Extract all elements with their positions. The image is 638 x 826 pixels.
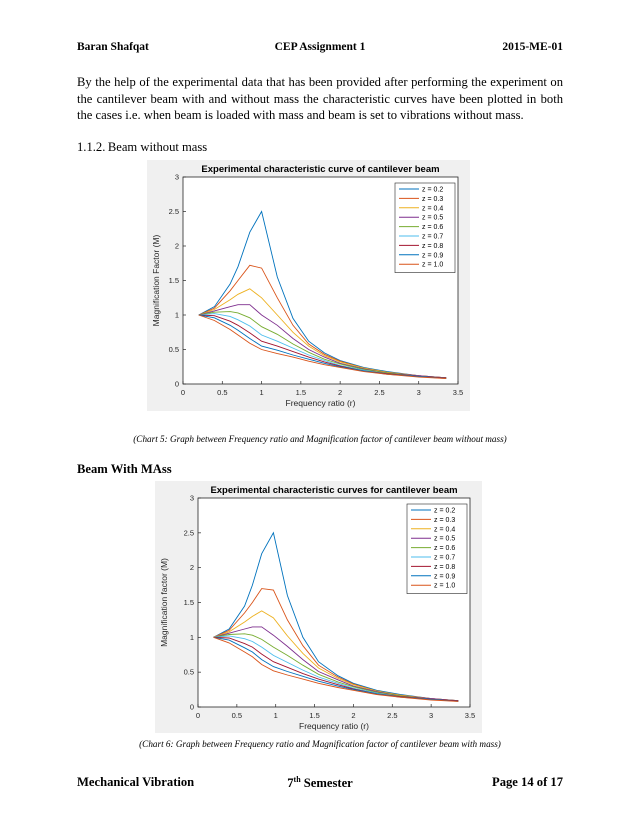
section-heading-without-mass: 1.1.2. Beam without mass (77, 140, 208, 154)
section-heading-with-mass: Beam With MAss (77, 462, 172, 476)
caption-chart-5: (Chart 5: Graph between Frequency ratio and Magnification factor of cantilever beam without mass) (133, 434, 507, 444)
y-tick-label: 2 (189, 563, 194, 573)
x-tick-label: 1.5 (295, 388, 307, 397)
footer-semester-word: Semester (300, 776, 353, 791)
chart-title: Experimental characteristic curves for cantilever beam (210, 485, 458, 496)
legend-label: z = 0.5 (434, 535, 456, 543)
y-tick-label: 1.5 (168, 276, 179, 285)
header-id: 2015-ME-01 (502, 41, 563, 53)
legend-label: z = 0.4 (434, 526, 456, 534)
legend-label: z = 0.3 (434, 516, 456, 524)
chart-svg (155, 481, 482, 733)
x-tick-label: 2 (351, 711, 356, 720)
y-axis-label: Magnification Factor (M) (151, 234, 161, 327)
legend-label: z = 1.0 (422, 261, 444, 269)
x-tick-label: 0 (195, 711, 201, 720)
y-tick-label: 2 (174, 241, 179, 251)
legend-label: z = 0.7 (434, 554, 456, 562)
x-tick-label: 3 (416, 388, 421, 397)
chart-without-mass (147, 160, 470, 411)
x-axis-label: Frequency ratio (r) (299, 721, 369, 731)
legend-label: z = 0.5 (422, 214, 444, 222)
y-tick-label: 0.5 (168, 345, 179, 354)
legend-label: z = 0.8 (434, 563, 456, 571)
x-tick-label: 3.5 (464, 711, 476, 720)
y-tick-label: 0 (174, 379, 179, 389)
intro-paragraph: By the help of the experimental data that has been provided after performing the experiment on the cantilever beam with and without mass the characteristic curves have been plotted in both the cases i.e. when beam is loaded with mass and beam is set to vibrations without mass. (77, 75, 563, 123)
legend-label: z = 0.6 (422, 224, 444, 232)
chart-title: Experimental characteristic curve of cantilever beam (201, 164, 440, 175)
legend-label: z = 0.8 (422, 242, 444, 250)
x-tick-label: 1 (273, 711, 278, 720)
y-tick-label: 3 (189, 493, 194, 503)
y-tick-label: 0 (189, 702, 194, 712)
y-tick-label: 2.5 (183, 528, 194, 538)
y-axis-label: Magnification factor (M) (159, 558, 169, 647)
footer-semester (77, 775, 563, 791)
y-tick-label: 1 (174, 310, 179, 320)
legend-label: z = 0.4 (422, 205, 444, 213)
x-tick-label: 1 (259, 388, 264, 397)
x-tick-label: 0.5 (217, 388, 228, 397)
caption-chart-6: (Chart 6: Graph between Frequency ratio and Magnification factor of cantilever beam with mass) (139, 739, 501, 749)
footer-semester-suffix: th (293, 775, 301, 784)
legend-label: z = 0.6 (434, 545, 456, 553)
page-header (77, 41, 563, 57)
footer-course: Mechanical Vibration (77, 775, 195, 789)
y-tick-label: 0.5 (183, 667, 194, 677)
legend-label: z = 0.2 (434, 507, 456, 515)
header-title: CEP Assignment 1 (274, 41, 366, 53)
legend-label: z = 0.3 (422, 195, 444, 203)
y-tick-label: 3 (174, 172, 179, 182)
legend-label: z = 0.9 (434, 573, 456, 581)
x-tick-label: 1.5 (309, 711, 320, 720)
chart-svg (147, 160, 470, 411)
footer-semester-number: 7 (287, 776, 294, 791)
legend-label: z = 0.7 (422, 233, 444, 241)
page-footer (77, 775, 563, 793)
legend-label: z = 0.2 (422, 186, 444, 194)
chart-with-mass (155, 481, 482, 733)
x-tick-label: 2 (338, 388, 343, 397)
y-tick-label: 1.5 (183, 598, 194, 607)
x-tick-label: 2.5 (374, 388, 385, 397)
header-author: Baran Shafqat (77, 41, 149, 53)
x-tick-label: 0 (180, 388, 186, 397)
footer-page-number: Page 14 of 17 (492, 775, 563, 789)
x-tick-label: 0.5 (231, 711, 243, 720)
x-axis-label: Frequency ratio (r) (285, 398, 356, 408)
x-tick-label: 2.5 (387, 711, 398, 720)
y-tick-label: 1 (189, 632, 194, 642)
x-tick-label: 3 (429, 711, 434, 720)
y-tick-label: 2.5 (168, 207, 179, 216)
x-tick-label: 3.5 (452, 388, 464, 397)
legend-label: z = 1.0 (434, 582, 456, 590)
legend-label: z = 0.9 (422, 252, 444, 260)
